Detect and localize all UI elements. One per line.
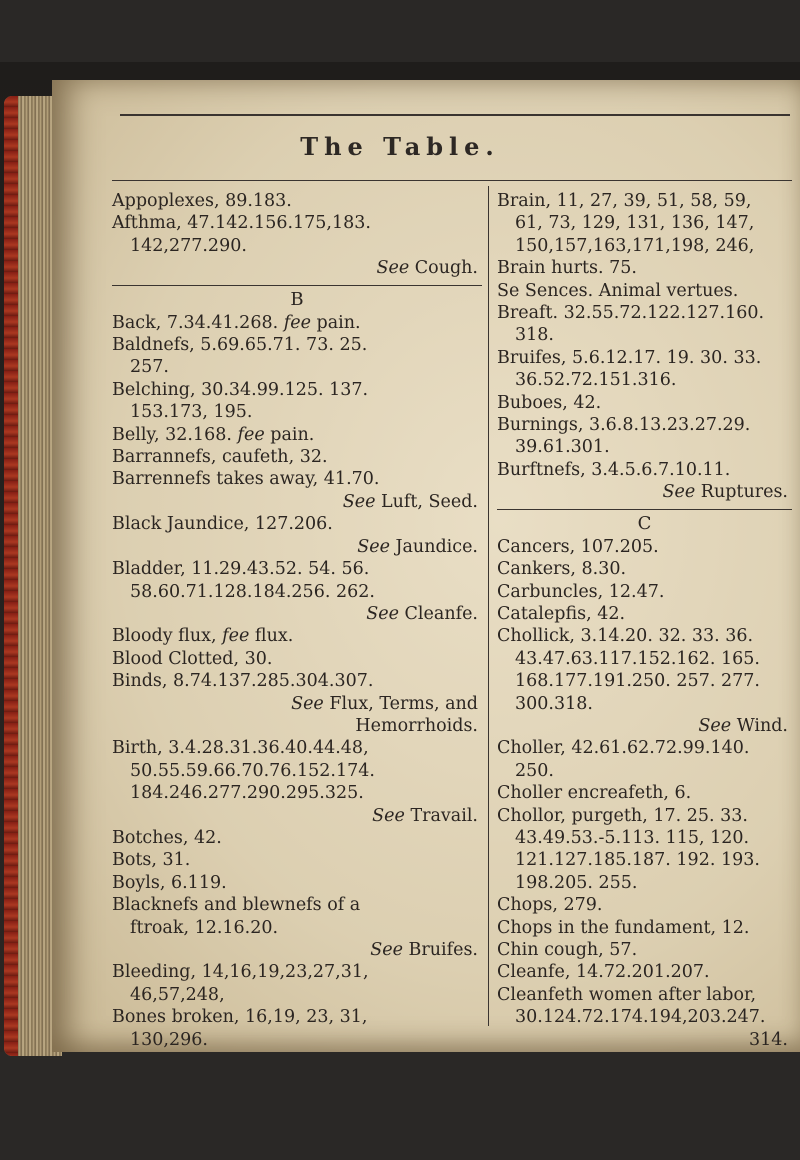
see-word: See	[698, 715, 737, 736]
index-entry	[497, 581, 792, 603]
entry-line: Choller, 42.61.62.72.99.140.	[497, 738, 750, 759]
see-word: See	[291, 693, 330, 714]
see-reference: See Cleanfe.	[366, 603, 478, 624]
index-entry	[497, 737, 792, 782]
entry-line: Barrannefs, caufeth, 32.	[112, 447, 328, 468]
entry-line: Chin cough, 57.	[497, 940, 638, 960]
entry-line: Bots, 31.	[112, 850, 191, 871]
index-entry	[112, 190, 482, 212]
entry-line: Botches, 42.	[112, 827, 222, 848]
see-word: fee	[237, 424, 271, 445]
see-reference-continuation: Hemorrhoids.	[355, 715, 478, 736]
index-entry	[497, 347, 792, 392]
entry-line: Binds, 8.74.137.285.304.307.	[112, 671, 374, 692]
index-entry	[497, 536, 792, 558]
entry-continuation: 198.205. 255.	[515, 872, 638, 893]
entry-line: Brain, 11, 27, 39, 51, 58, 59,	[497, 191, 752, 211]
index-entry	[497, 805, 792, 895]
entry-line: Chops in the fundament, 12.	[497, 917, 750, 938]
see-reference: See Ruptures.	[662, 482, 788, 503]
entry-line: Barrennefs takes away, 41.70.	[112, 469, 380, 490]
entry-continuation: 30.124.72.174.194,203.247.	[515, 1007, 766, 1028]
entry-line: Blood Clotted, 30.	[112, 648, 273, 669]
index-entry	[112, 625, 482, 647]
entry-line: Black Jaundice, 127.206.	[112, 514, 333, 535]
entry-line: Birth, 3.4.28.31.36.40.44.48,	[112, 738, 369, 759]
see-reference: See Flux, Terms, and	[291, 693, 478, 714]
see-reference: See Jaundice.	[357, 536, 478, 557]
entry-line: Bones broken, 16,19, 23, 31,	[112, 1007, 368, 1028]
index-entry	[112, 379, 482, 424]
entry-line: Cankers, 8.30.	[497, 559, 627, 580]
index-entry	[497, 984, 792, 1029]
index-entry	[112, 961, 482, 1006]
entry-line: Bloody flux, fee flux.	[112, 626, 294, 647]
entry-continuation: 150,157,163,171,198, 246,	[515, 235, 755, 256]
entry-line: Bruifes, 5.6.12.17. 19. 30. 33.	[497, 347, 762, 368]
catchword: 314.	[749, 1029, 788, 1050]
entry-continuation: 61, 73, 129, 131, 136, 147,	[515, 213, 755, 234]
see-reference: See Wind.	[698, 715, 788, 736]
index-entry	[112, 558, 482, 625]
section-divider	[497, 509, 792, 510]
entry-continuation: 121.127.185.187. 192. 193.	[515, 850, 760, 871]
see-word: See	[662, 482, 701, 503]
index-entry	[112, 894, 482, 961]
entry-line: Catalepfis, 42.	[497, 603, 626, 624]
entry-line: Boyls, 6.119.	[112, 872, 227, 893]
index-entry	[497, 459, 792, 504]
page-title: The Table.	[300, 132, 500, 161]
entry-line: Carbuncles, 12.47.	[497, 581, 665, 602]
index-entry	[112, 424, 482, 446]
index-entry	[112, 212, 482, 279]
see-reference: See Bruifes.	[370, 940, 478, 960]
index-entry	[112, 737, 482, 827]
entry-continuation: 36.52.72.151.316.	[515, 370, 677, 391]
entry-line: Belly, 32.168. fee pain.	[112, 424, 315, 445]
entry-line: Belching, 30.34.99.125. 137.	[112, 379, 369, 400]
index-entry	[112, 446, 482, 468]
index-entry	[112, 849, 482, 871]
see-word: See	[342, 491, 381, 512]
index-entry	[497, 280, 792, 302]
entry-line: Se Sences. Animal vertues.	[497, 280, 739, 301]
see-word: fee	[222, 626, 255, 647]
column-divider	[488, 186, 489, 1026]
entry-continuation: 168.177.191.250. 257. 277.	[515, 671, 760, 692]
index-entry	[112, 468, 482, 513]
entry-line: Burnings, 3.6.8.13.23.27.29.	[497, 415, 751, 436]
left-column	[112, 190, 482, 1051]
index-entry	[112, 827, 482, 849]
entry-continuation: 50.55.59.66.70.76.152.174.	[130, 760, 375, 781]
see-word: See	[376, 258, 415, 279]
index-entry	[112, 670, 482, 737]
entry-continuation: 153.173, 195.	[130, 402, 253, 423]
entry-line: Baldnefs, 5.69.65.71. 73. 25.	[112, 335, 368, 356]
index-entry	[497, 392, 792, 414]
see-reference: See Travail.	[372, 805, 478, 826]
section-letter: C	[637, 512, 652, 534]
see-word: See	[366, 603, 405, 624]
see-word: See	[372, 805, 411, 826]
index-entry	[112, 872, 482, 894]
entry-line: Appoplexes, 89.183.	[112, 191, 292, 211]
index-entry	[497, 782, 792, 804]
index-entry	[497, 302, 792, 347]
entry-line: Choller encreafeth, 6.	[497, 783, 692, 804]
entry-line: Chollor, purgeth, 17. 25. 33.	[497, 805, 748, 826]
entry-line: Brain hurts. 75.	[497, 258, 637, 279]
entry-line: Burftnefs, 3.4.5.6.7.10.11.	[497, 459, 731, 480]
entry-line: Cleanfeth women after labor,	[497, 984, 757, 1005]
see-word: See	[357, 536, 396, 557]
entry-line: Afthma, 47.142.156.175,183.	[112, 213, 371, 234]
entry-continuation: 142,277.290.	[130, 235, 247, 256]
section-divider	[112, 285, 482, 286]
entry-line: Buboes, 42.	[497, 392, 602, 413]
title-rule	[112, 180, 792, 181]
see-reference: See Cough.	[376, 258, 478, 279]
entry-line: Cleanfe, 14.72.201.207.	[497, 962, 710, 983]
index-entry	[497, 603, 792, 625]
index-entry	[497, 625, 792, 737]
entry-continuation: 58.60.71.128.184.256. 262.	[130, 581, 375, 602]
entry-continuation: ftroak, 12.16.20.	[130, 917, 279, 938]
right-column	[497, 190, 792, 1051]
section-letter: B	[290, 288, 304, 310]
see-reference: See Luft, Seed.	[342, 491, 478, 512]
entry-line: Bleeding, 14,16,19,23,27,31,	[112, 962, 369, 983]
entry-continuation: 43.47.63.117.152.162. 165.	[515, 648, 760, 669]
index-entry	[497, 414, 792, 459]
entry-line: Cancers, 107.205.	[497, 536, 659, 557]
entry-continuation: 39.61.301.	[515, 437, 610, 458]
entry-continuation: 318.	[515, 325, 554, 346]
index-entry	[112, 513, 482, 558]
index-entry	[497, 257, 792, 279]
index-entry	[497, 894, 792, 916]
index-entry	[497, 558, 792, 580]
index-entry	[497, 917, 792, 939]
index-entry	[112, 334, 482, 379]
index-entry	[497, 190, 792, 257]
index-entry	[112, 312, 482, 334]
see-word: fee	[283, 312, 317, 333]
entry-line: Back, 7.34.41.268. fee pain.	[112, 312, 361, 333]
entry-continuation: 300.318.	[515, 693, 593, 714]
entry-line: Bladder, 11.29.43.52. 54. 56.	[112, 559, 370, 580]
index-entry	[112, 1006, 482, 1051]
entry-continuation: 250.	[515, 760, 554, 781]
entry-continuation: 184.246.277.290.295.325.	[130, 783, 364, 804]
entry-continuation: 46,57,248,	[130, 984, 225, 1005]
index-entry	[112, 648, 482, 670]
entry-line: Chops, 279.	[497, 895, 603, 916]
index-entry	[497, 939, 792, 961]
index-entry	[497, 961, 792, 983]
entry-continuation: 130,296.	[130, 1029, 208, 1050]
entry-continuation: 43.49.53.-5.113. 115, 120.	[515, 827, 750, 848]
see-word: See	[370, 940, 409, 960]
entry-line: Breaft. 32.55.72.122.127.160.	[497, 303, 765, 324]
header-rule	[120, 114, 790, 116]
entry-continuation: 257.	[130, 357, 169, 378]
entry-line: Chollick, 3.14.20. 32. 33. 36.	[497, 626, 754, 647]
entry-line: Blacknefs and blewnefs of a	[112, 895, 361, 916]
